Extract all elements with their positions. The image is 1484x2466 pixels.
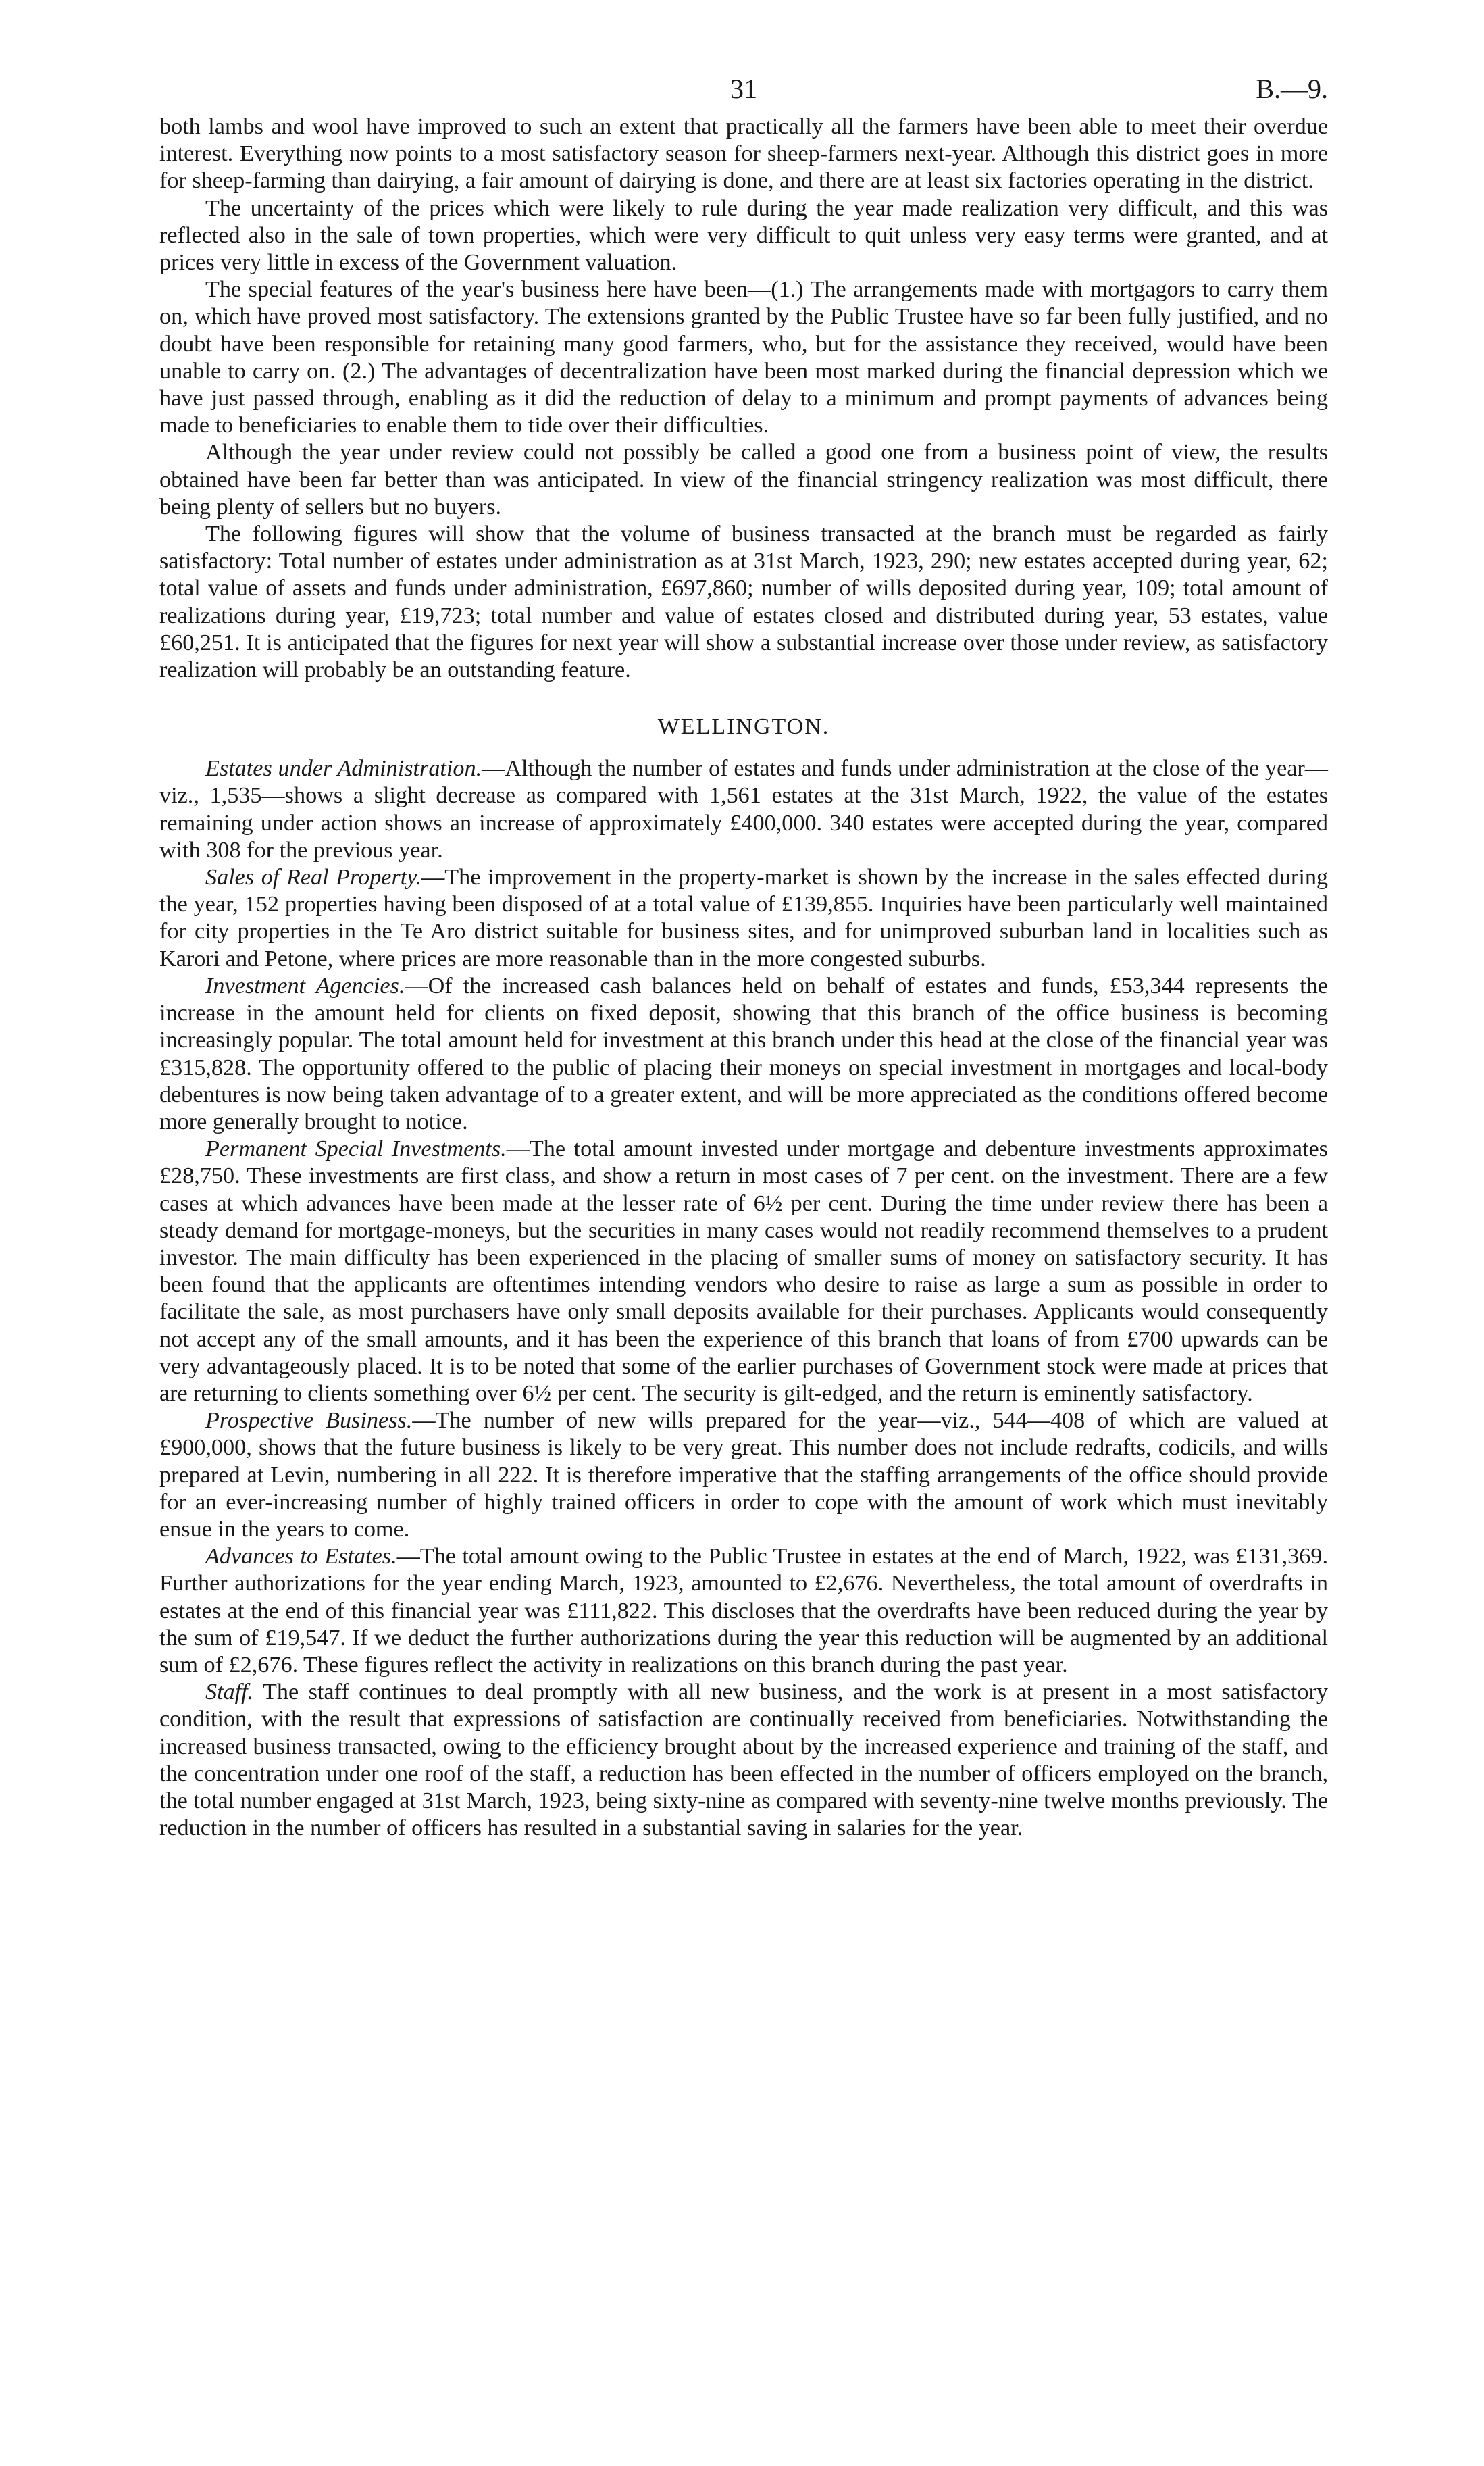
paragraph-body: —The improvement in the property-market is shown by the increase in the sales effected during the year, 152 properties having been disposed of at a total value of £139,855. Inquiries have been particularly well maintained for city properties in the Te Aro district suitable for business sites, and for unimproved suburban land in localities such as Karori and Petone, where prices are more reasonable than in the more congested suburbs.: [159, 865, 1329, 972]
section-paragraph: [159, 1136, 1328, 1407]
paragraph-lead: Staff.: [205, 1680, 254, 1705]
paragraph: The uncertainty of the prices which were likely to rule during the year made realization very difficult, and this was reflected also in the sale of town properties, which were very difficult to quit unless very easy terms were granted, and at prices very little in excess of the Government valuation.: [159, 195, 1328, 276]
paragraph: The following figures will show that the volume of business transacted at the branch must be regarded as fairly satisfactory: Total number of estates under administration as at 31st March, 1923, 290; new estates accepted during year, 62; total value of assets and funds under administration, £697,860; number of wills deposited during year, 109; total amount of realizations during year, £19,723; total number and value of estates closed and distributed during year, 53 estates, value £60,251. It is anticipated that the figures for next year will show a substantial increase over those under review, as satisfactory realization will probably be an outstanding feature.: [159, 522, 1328, 683]
section-paragraph: [159, 1407, 1328, 1543]
section-paragraph: [159, 864, 1328, 973]
paragraph-body: —The number of new wills prepared for the year—viz., 544—408 of which are valued at £900,000, shows that the future business is likely to be very great. This number does not include redrafts, codicils, and wills prepared at Levin, numbering in all 222. It is therefore imperative that the staffing arrangements of the office should provide for an ever-increasing number of highly trained officers in order to cope with the amount of work which must inevitably ensue in the years to come.: [159, 1408, 1328, 1542]
paragraph-body: —The total amount invested under mortgage and debenture investments approximates £28,750. These investments are first class, and show a return in most cases of 7 per cent. on the investment. There are a few cases at which advances have been made at the lesser rate of 6½ per cent. During the time under review there has been a steady demand for mortgage-moneys, but the securities in many cases would not readily recommend themselves to a prudent investor. The main difficulty has been experienced in the placing of smaller sums of money on satisfactory security. It has been found that the applicants are oftentimes intending vendors who desire to raise as large a sum as possible in order to facilitate the sale, as most purchasers have only small deposits available for their purchases. Applicants would consequently not accept any of the small amounts, and it has been the experience of this branch that loans of from £700 upwards can be very advantageously placed. It is to be noted that some of the earlier purchases of Government stock were made at prices that are returning to clients something over 6½ per cent. The security is gilt-edged, and the return is eminently satisfactory.: [159, 1136, 1328, 1406]
section-paragraph: [159, 973, 1328, 1136]
section-paragraph: [159, 1543, 1328, 1679]
document-reference: B.—9.: [1256, 74, 1328, 104]
paragraph-body: —The total amount owing to the Public Trustee in estates at the end of March, 1922, was £131,369. Further authorizations for the year ending March, 1923, amounted to £2,676. Nevertheless, the total amount of overdrafts in estates at the end of this financial year was £111,822. This discloses that the overdrafts have been reduced during the year by the sum of £19,547. If we deduct the further authorizations during the year this reduction will be augmented by an additional sum of £2,676. These figures reflect the activity in realizations on this branch during the past year.: [159, 1544, 1328, 1678]
section-paragraph: [159, 1679, 1328, 1842]
paragraph-body: —Of the increased cash balances held on behalf of estates and funds, £53,344 represents the increase in the amount held for clients on fixed deposit, showing that this branch of the office business is becoming increasingly popular. The total amount held for investment at this branch under this head at the close of the financial year was £315,828. The opportunity offered to the public of placing their moneys on special investment in mortgages and local-body debentures is now being taken advantage of to a greater extent, and will be more appreciated as the conditions offered become more generally brought to notice.: [159, 973, 1328, 1134]
running-header: [159, 73, 1328, 114]
paragraph-lead: Prospective Business.: [205, 1408, 413, 1434]
paragraph: The special features of the year's business here have been—(1.) The arrangements made with mortgagors to carry them on, which have proved most satisfactory. The extensions granted by the Public Trustee have so far been fully justified, and no doubt have been responsible for retaining many good farmers, who, but for the assistance they received, would have been unable to carry on. (2.) The advantages of decentralization have been most marked during the financial depression which we have just passed through, enabling as it did the reduction of delay to a minimum and prompt payments of advances being made to beneficiaries to enable them to tide over their difficulties.: [159, 277, 1328, 438]
paragraph-lead: Estates under Administration.: [205, 756, 482, 782]
section-heading: WELLINGTON.: [657, 714, 830, 740]
paragraph-body: —Although the number of estates and funds under administration at the close of the year—viz., 1,535—shows a slight decrease as compared with 1,561 estates at the 31st March, 1922, the value of the estates remaining under action shows an increase of approximately £400,000. 340 estates were accepted during the year, compared with 308 for the previous year.: [159, 756, 1328, 863]
section-paragraph: [159, 755, 1328, 864]
paragraph-continued: both lambs and wool have improved to such an extent that practically all the farmers have been able to meet their overdue interest. Everything now points to a most satisfactory season for sheep-farmers next-year. Although this district goes in more for sheep-farming than dairying, a fair amount of dairying is done, and there are at least six factories operating in the district.: [159, 114, 1328, 194]
paragraph-body: The staff continues to deal promptly with all new business, and the work is at present in a most satisfactory condition, with the result that expressions of satisfaction are continually received from beneficiaries. Notwithstanding the increased business transacted, owing to the efficiency brought about by the increased experience and training of the staff, and the concentration under one roof of the staff, a reduction has been effected in the number of officers employed on the branch, the total number engaged at 31st March, 1923, being sixty-nine as compared with seventy-nine twelve months previously. The reduction in the number of officers has resulted in a substantial saving in salaries for the year.: [159, 1680, 1328, 1841]
document-page: [159, 73, 1328, 1842]
paragraph: Although the year under review could not possibly be called a good one from a business point of view, the results obtained have been far better than was anticipated. In view of the financial stringency realization was most difficult, there being plenty of sellers but no buyers.: [159, 440, 1328, 520]
page-number: 31: [730, 74, 757, 104]
paragraph-lead: Investment Agencies.: [205, 973, 405, 999]
paragraph-lead: Advances to Estates.: [205, 1544, 397, 1569]
paragraph-lead: Sales of Real Property.: [205, 865, 422, 890]
paragraph-lead: Permanent Special Investments.: [205, 1136, 507, 1162]
